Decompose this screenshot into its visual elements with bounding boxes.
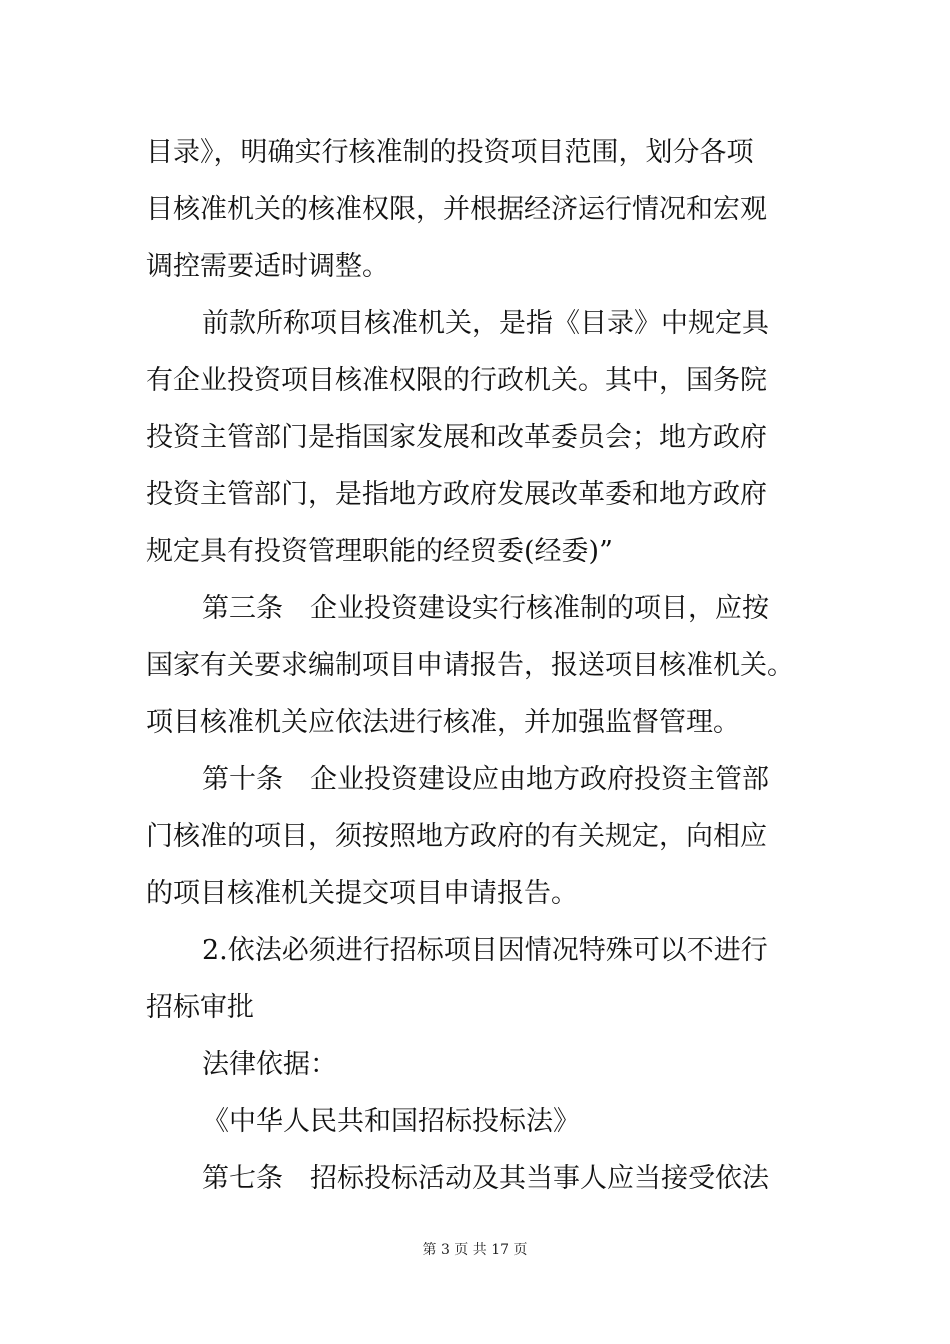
text-line: 招标审批	[146, 992, 254, 1023]
paragraph	[146, 922, 826, 1036]
text-line: 前款所称项目核准机关，是指《目录》中规定具	[202, 308, 769, 339]
text-line: 国家有关要求编制项目申请报告，报送项目核准机关。	[146, 650, 794, 681]
paragraph	[146, 1036, 826, 1093]
paragraph	[146, 1150, 826, 1207]
text-line: 项目核准机关应依法进行核准，并加强监督管理。	[146, 707, 740, 738]
text-line: 门核准的项目，须按照地方政府的有关规定，向相应	[146, 821, 767, 852]
text-line: 的项目核准机关提交项目申请报告。	[146, 878, 578, 909]
text-line: 法律依据：	[202, 1049, 337, 1080]
paragraph	[146, 124, 826, 295]
text-line: 目核准机关的核准权限，并根据经济运行情况和宏观	[146, 194, 767, 225]
paragraph	[146, 1093, 826, 1150]
text-line: 规定具有投资管理职能的经贸委(经委)”	[146, 536, 613, 567]
text-line: 第三条 企业投资建设实行核准制的项目，应按	[202, 593, 769, 624]
paragraph	[146, 751, 826, 922]
document-body	[146, 124, 826, 1207]
text-line: 有企业投资项目核准权限的行政机关。其中，国务院	[146, 365, 767, 396]
text-line: 调控需要适时调整。	[146, 251, 389, 282]
text-line: 2.依法必须进行招标项目因情况特殊可以不进行	[202, 935, 768, 966]
text-line: 《中华人民共和国招标投标法》	[202, 1106, 580, 1137]
paragraph	[146, 295, 826, 580]
text-line: 目录》，明确实行核准制的投资项目范围，划分各项	[146, 137, 754, 168]
paragraph	[146, 580, 826, 751]
text-line: 投资主管部门是指国家发展和改革委员会；地方政府	[146, 422, 767, 453]
text-line: 投资主管部门，是指地方政府发展改革委和地方政府	[146, 479, 767, 510]
text-line: 第十条 企业投资建设应由地方政府投资主管部	[202, 764, 769, 795]
page-number-footer: 第 3 页 共 17 页	[422, 1242, 528, 1258]
text-line: 第七条 招标投标活动及其当事人应当接受依法	[202, 1163, 769, 1194]
